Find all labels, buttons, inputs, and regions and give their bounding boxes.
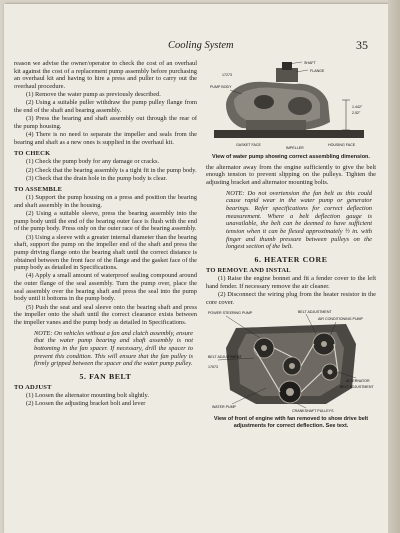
right-column xyxy=(206,60,376,433)
belt-tension-note: NOTE: Do not overtension the fan belt as this could cause rapid wear in the water pump or generator bearings. Refer specifications for correct deflection measurement. Where a belt deflection gauge is unavailable, the belt can be deemed to have sufficient tension when it can be flexed approximately ½ in. with finger and thumb pressure between pulleys on the longest section of the belt. xyxy=(226,189,372,251)
manual-page xyxy=(4,4,388,533)
adjust-heading: TO ADJUST xyxy=(14,384,52,392)
assemble-step-4: (4) Apply a small amount of waterproof sealing compound around the outer flange of the seal assembly. Turn the pump over, place the seal assembly over the bearing shaft and press the seal into the pump body until it bottoms in the pump body. xyxy=(14,272,197,303)
heater-step-2: (2) Disconnect the wiring plug from the heater resistor in the core cover. xyxy=(206,291,376,306)
engine-front-illustration xyxy=(206,308,376,414)
fig1-dimension-2: 2.52" xyxy=(352,111,361,115)
fan-belt-section-title: 5. FAN BELT xyxy=(79,371,132,381)
fig1-label-flange: FLANGE xyxy=(310,69,325,73)
fig1-label-gasket-face: GASKET FACE xyxy=(236,143,261,147)
engine-front-figure xyxy=(206,308,376,429)
adjust-continuation: the alternator away from the engine sufficiently to give the belt enough tension to prevent slipping on the pulleys. Tighten the adjusting bracket and alternator mounting bolts. xyxy=(206,163,376,186)
disassemble-step-3: (3) Press the bearing and shaft assembly out through the rear of the pump housing. xyxy=(14,115,197,131)
fig1-label-housing-face: HOUSING FACE xyxy=(328,143,356,147)
assemble-heading: TO ASSEMBLE xyxy=(14,185,63,193)
disassemble-step-2: (2) Using a suitable puller withdraw the pump pulley flange from the end of the shaft and bearing assembly. xyxy=(14,99,197,115)
check-step-2: (2) Check that the bearing assembly is a tight fit in the pump body. xyxy=(26,166,197,174)
page-number: 35 xyxy=(356,38,368,52)
fig2-label-belt-adjustment-1: BELT ADJUSTMENT xyxy=(298,310,332,315)
check-step-1: (1) Check the pump body for any damage or cracks. xyxy=(26,158,160,166)
fig1-label-impeller: IMPELLER xyxy=(286,146,304,150)
check-step-3: (3) Check that the drain hole in the pump body is clear. xyxy=(26,174,167,182)
page-edge-shadow xyxy=(388,0,400,533)
fig2-label-alternator: ALTERNATOR xyxy=(346,379,370,384)
heater-step-1: (1) Raise the engine bonnet and fit a fender cover to the left hand fender. If necessary remove the air cleaner. xyxy=(206,275,376,290)
fig1-label-shaft: SHAFT xyxy=(304,61,316,65)
check-heading: TO CHECK xyxy=(14,150,51,158)
page-header xyxy=(18,36,374,54)
assemble-step-3: (3) Using a sleeve with a greater internal diameter than the bearing shaft, support the pump on the impeller end of the shaft and press the pump driving flange onto the bearing shaft until the correct distance is obtained between the front face of the flange and the gasket face of the pump body as detailed in Specifications. xyxy=(14,233,197,272)
intro-paragraph: reason we advise the owner/operator to check the cost of an overhaul kit against the cost of a replacement pump assembly before purchasing an overhaul kit and having to hire a press and puller to carry out the overhaul procedure. xyxy=(14,60,197,90)
fig2-part-number: 17673 xyxy=(208,365,218,370)
disassemble-step-4: (4) There is no need to separate the impeller and seals from the bearing and shaft as a new ones is supplied in the overhaul kit. xyxy=(14,131,197,146)
water-pump-illustration xyxy=(206,60,376,152)
assemble-step-1: (1) Support the pump housing on a press and position the bearing and shaft assembly in the housing. xyxy=(14,194,197,209)
assemble-step-5: (5) Push the seat and seal sleeve onto the bearing shaft and press the impeller onto the shaft until the correct clearance exists between the impeller vanes and the pump body as detailed in Specifications. xyxy=(14,303,197,326)
fig2-label-belt-adjustment-3: BELT ADJUSTMENT xyxy=(340,385,374,390)
adjust-step-2: (2) Loosen the adjusting bracket bolt and lever xyxy=(26,400,146,408)
fig2-label-power-steering-pump: POWER STEERING PUMP xyxy=(208,311,253,316)
assemble-step-2: (2) Using a suitable sleeve, press the bearing assembly into the pump body until the end of the bearing outer face is flush with the end of the pump body. Press only on the outer race of the bearing assembly. xyxy=(14,209,197,233)
water-pump-figure xyxy=(206,60,376,161)
fig1-part-number: 17273 xyxy=(222,73,232,77)
remove-install-heading: TO REMOVE AND INSTAL xyxy=(206,266,291,274)
fig1-dimension-1: 1.442" xyxy=(352,105,363,109)
water-pump-caption: View of water pump showing correct assembling dimension. xyxy=(212,154,370,160)
adjust-step-1: (1) Loosen the alternator mounting bolt slightly. xyxy=(26,392,149,400)
fig1-label-pump-body: PUMP BODY xyxy=(210,85,232,89)
fig2-label-crankshaft-pulleys: CRANKSHAFT PULLEYS xyxy=(292,409,334,414)
fan-clutch-note: NOTE: On vehicles without a fan and clutch assembly, ensure that the water pump bearing and shaft assembly is not bottoming in the fan spacer. If necessary, drill the spacer to prevent this condition. This will ensure that the fan pulley is firmly gripped between the spacer and the water pump pulley. xyxy=(34,329,193,368)
fig2-label-air-conditioning-pump: AIR CONDITIONING PUMP xyxy=(318,317,363,322)
left-column xyxy=(14,60,197,409)
disassemble-step-1: (1) Remove the water pump as previously described. xyxy=(26,91,161,99)
fig2-label-water-pump: WATER PUMP xyxy=(212,405,236,410)
fig2-label-belt-adjustment-2: BELT ADJUSTMENT xyxy=(208,355,242,360)
engine-front-caption: View of front of engine with fan removed to show drive belt adjustments for correct deflection. See text. xyxy=(213,416,369,429)
chapter-title: Cooling System xyxy=(168,40,234,51)
heater-core-section-title: 6. HEATER CORE xyxy=(254,254,328,264)
